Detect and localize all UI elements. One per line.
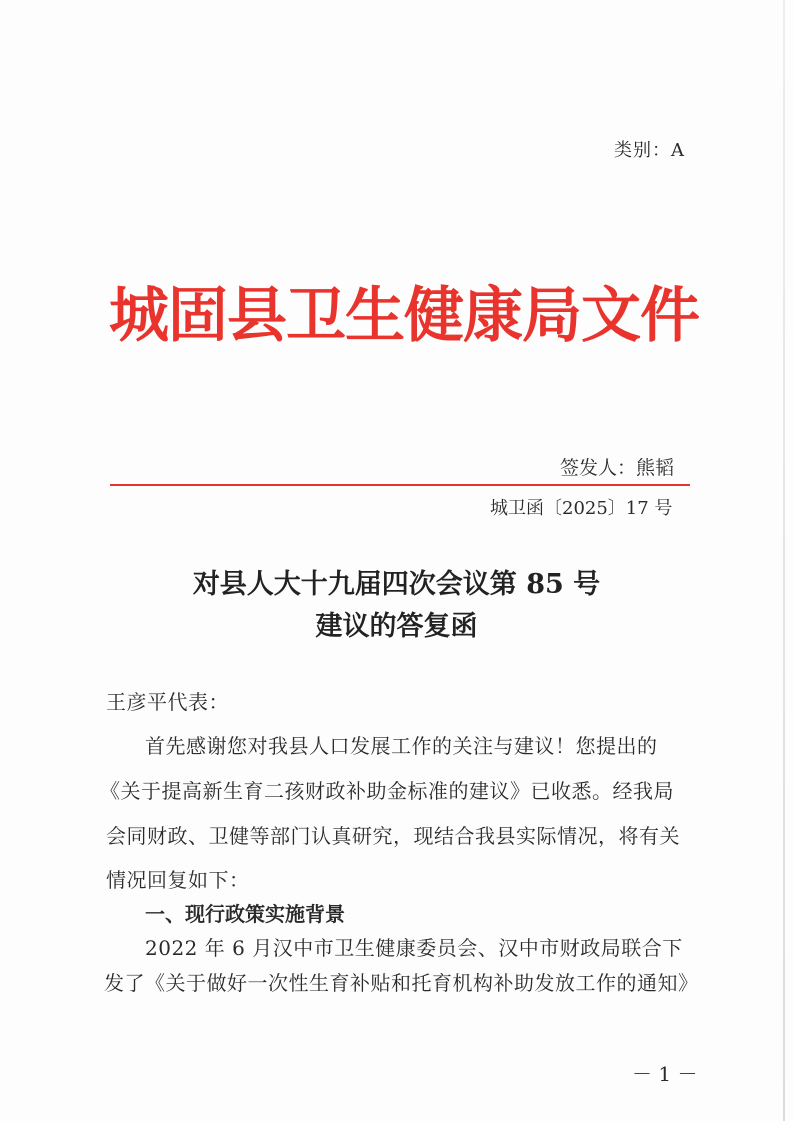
paragraph-line: 情况回复如下： [106, 868, 250, 892]
document-number: 城卫函〔2025〕17 号 [490, 498, 673, 519]
document-title-line-1: 对县人大十九届四次会议第 85 号 [192, 569, 601, 600]
document-title-line-2: 建议的答复函 [315, 611, 478, 642]
salutation: 王彦平代表： [106, 690, 229, 714]
paragraph-line: 发了《关于做好一次性生育补贴和托育机构补助发放工作的通知》 [104, 971, 699, 995]
document-category: 类别：A [614, 140, 685, 161]
issuer-signatory: 签发人：熊韬 [560, 457, 675, 479]
paragraph-line: 2022 年 6 月汉中市卫生健康委员会、汉中市财政局联合下 [145, 936, 683, 960]
paragraph-line: 会同财政、卫健等部门认真研究，现结合我县实际情况，将有关 [106, 824, 680, 848]
paragraph-line: 《关于提高新生育二孩财政补助金标准的建议》已收悉。经我局 [100, 779, 674, 803]
page-edge-shadow [783, 0, 785, 1121]
page-number: － 1 － [632, 1062, 698, 1086]
red-separator-line [110, 484, 690, 486]
section-heading: 一、现行政策实施背景 [145, 902, 345, 926]
paragraph-line: 首先感谢您对我县人口发展工作的关注与建议！您提出的 [145, 734, 658, 758]
red-masthead-title: 城固县卫生健康局文件 [109, 281, 699, 351]
